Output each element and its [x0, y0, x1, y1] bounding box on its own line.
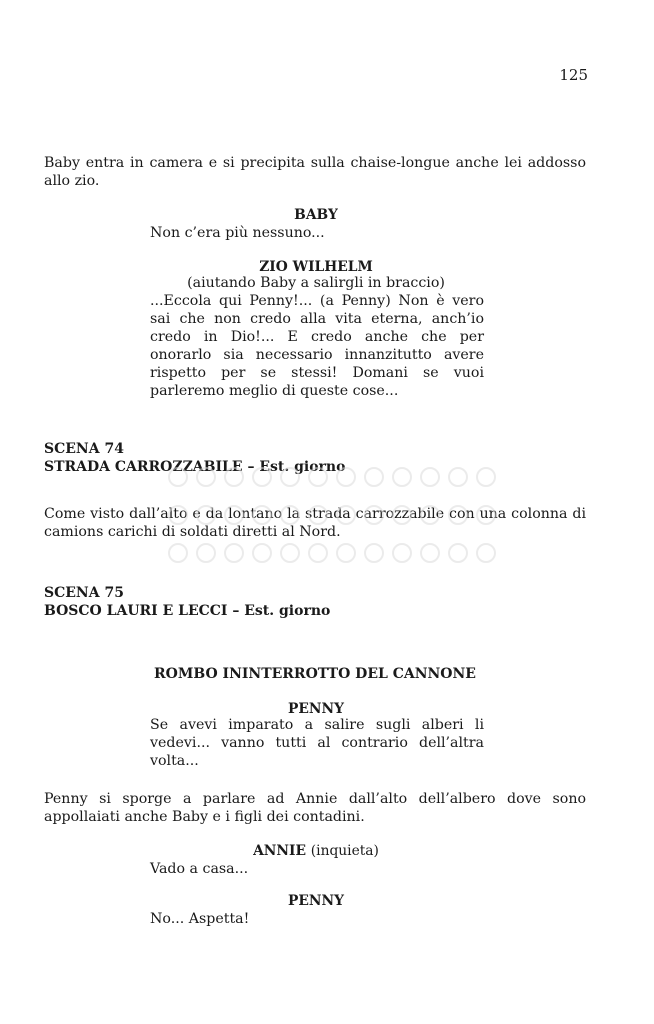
scene-74-number: SCENA 74: [44, 441, 124, 457]
speaker-penny-2: PENNY: [288, 893, 344, 909]
scene-75-title: BOSCO LAURI E LECCI – Est. giorno: [44, 603, 331, 619]
action-paragraph-3: Penny si sporge a parlare ad Annie dall’alto dell’albero dove sono appollaiati anche Baby e i figli dei contadini.: [44, 791, 586, 825]
speaker-zio-wilhelm: ZIO WILHELM: [259, 259, 373, 275]
parenthetical-annie: (inquieta): [310, 843, 379, 859]
speaker-baby: BABY: [294, 207, 338, 223]
speaker-annie: [150, 842, 482, 860]
page-number: 125: [559, 66, 588, 84]
dialogue-penny-2: No... Aspetta!: [150, 911, 250, 927]
speaker-annie-name: ANNIE: [253, 843, 306, 859]
action-paragraph-1: Baby entra in camera e si precipita sulla chaise-longue anche lei addosso allo zio.: [44, 155, 586, 189]
scene-74-title: STRADA CARROZZABILE – Est. giorno: [44, 459, 346, 475]
speaker-penny-1: PENNY: [288, 701, 344, 717]
sound-cue: ROMBO ININTERROTTO DEL CANNONE: [154, 666, 476, 682]
dialogue-annie: Vado a casa...: [150, 861, 249, 877]
dialogue-zio-wilhelm: ...Eccola qui Penny!... (a Penny) Non è vero sai che non credo alla vita eterna, anch’io credo in Dio!... E credo anche che per onorarlo sia necessario innanzitutto avere rispetto per se stessi! Domani se vuoi parleremo meglio di queste cose...: [150, 293, 484, 399]
scene-75-number: SCENA 75: [44, 585, 124, 601]
dialogue-penny-1: Se avevi imparato a salire sugli alberi li vedevi... vanno tutti al contrario dell’altra volta...: [150, 717, 484, 769]
action-paragraph-2: Come visto dall’alto e da lontano la strada carrozzabile con una colonna di camions carichi di soldati diretti al Nord.: [44, 506, 586, 540]
dialogue-baby: Non c’era più nessuno...: [150, 225, 325, 241]
parenthetical-zio: (aiutando Baby a salirgli in braccio): [187, 275, 445, 291]
